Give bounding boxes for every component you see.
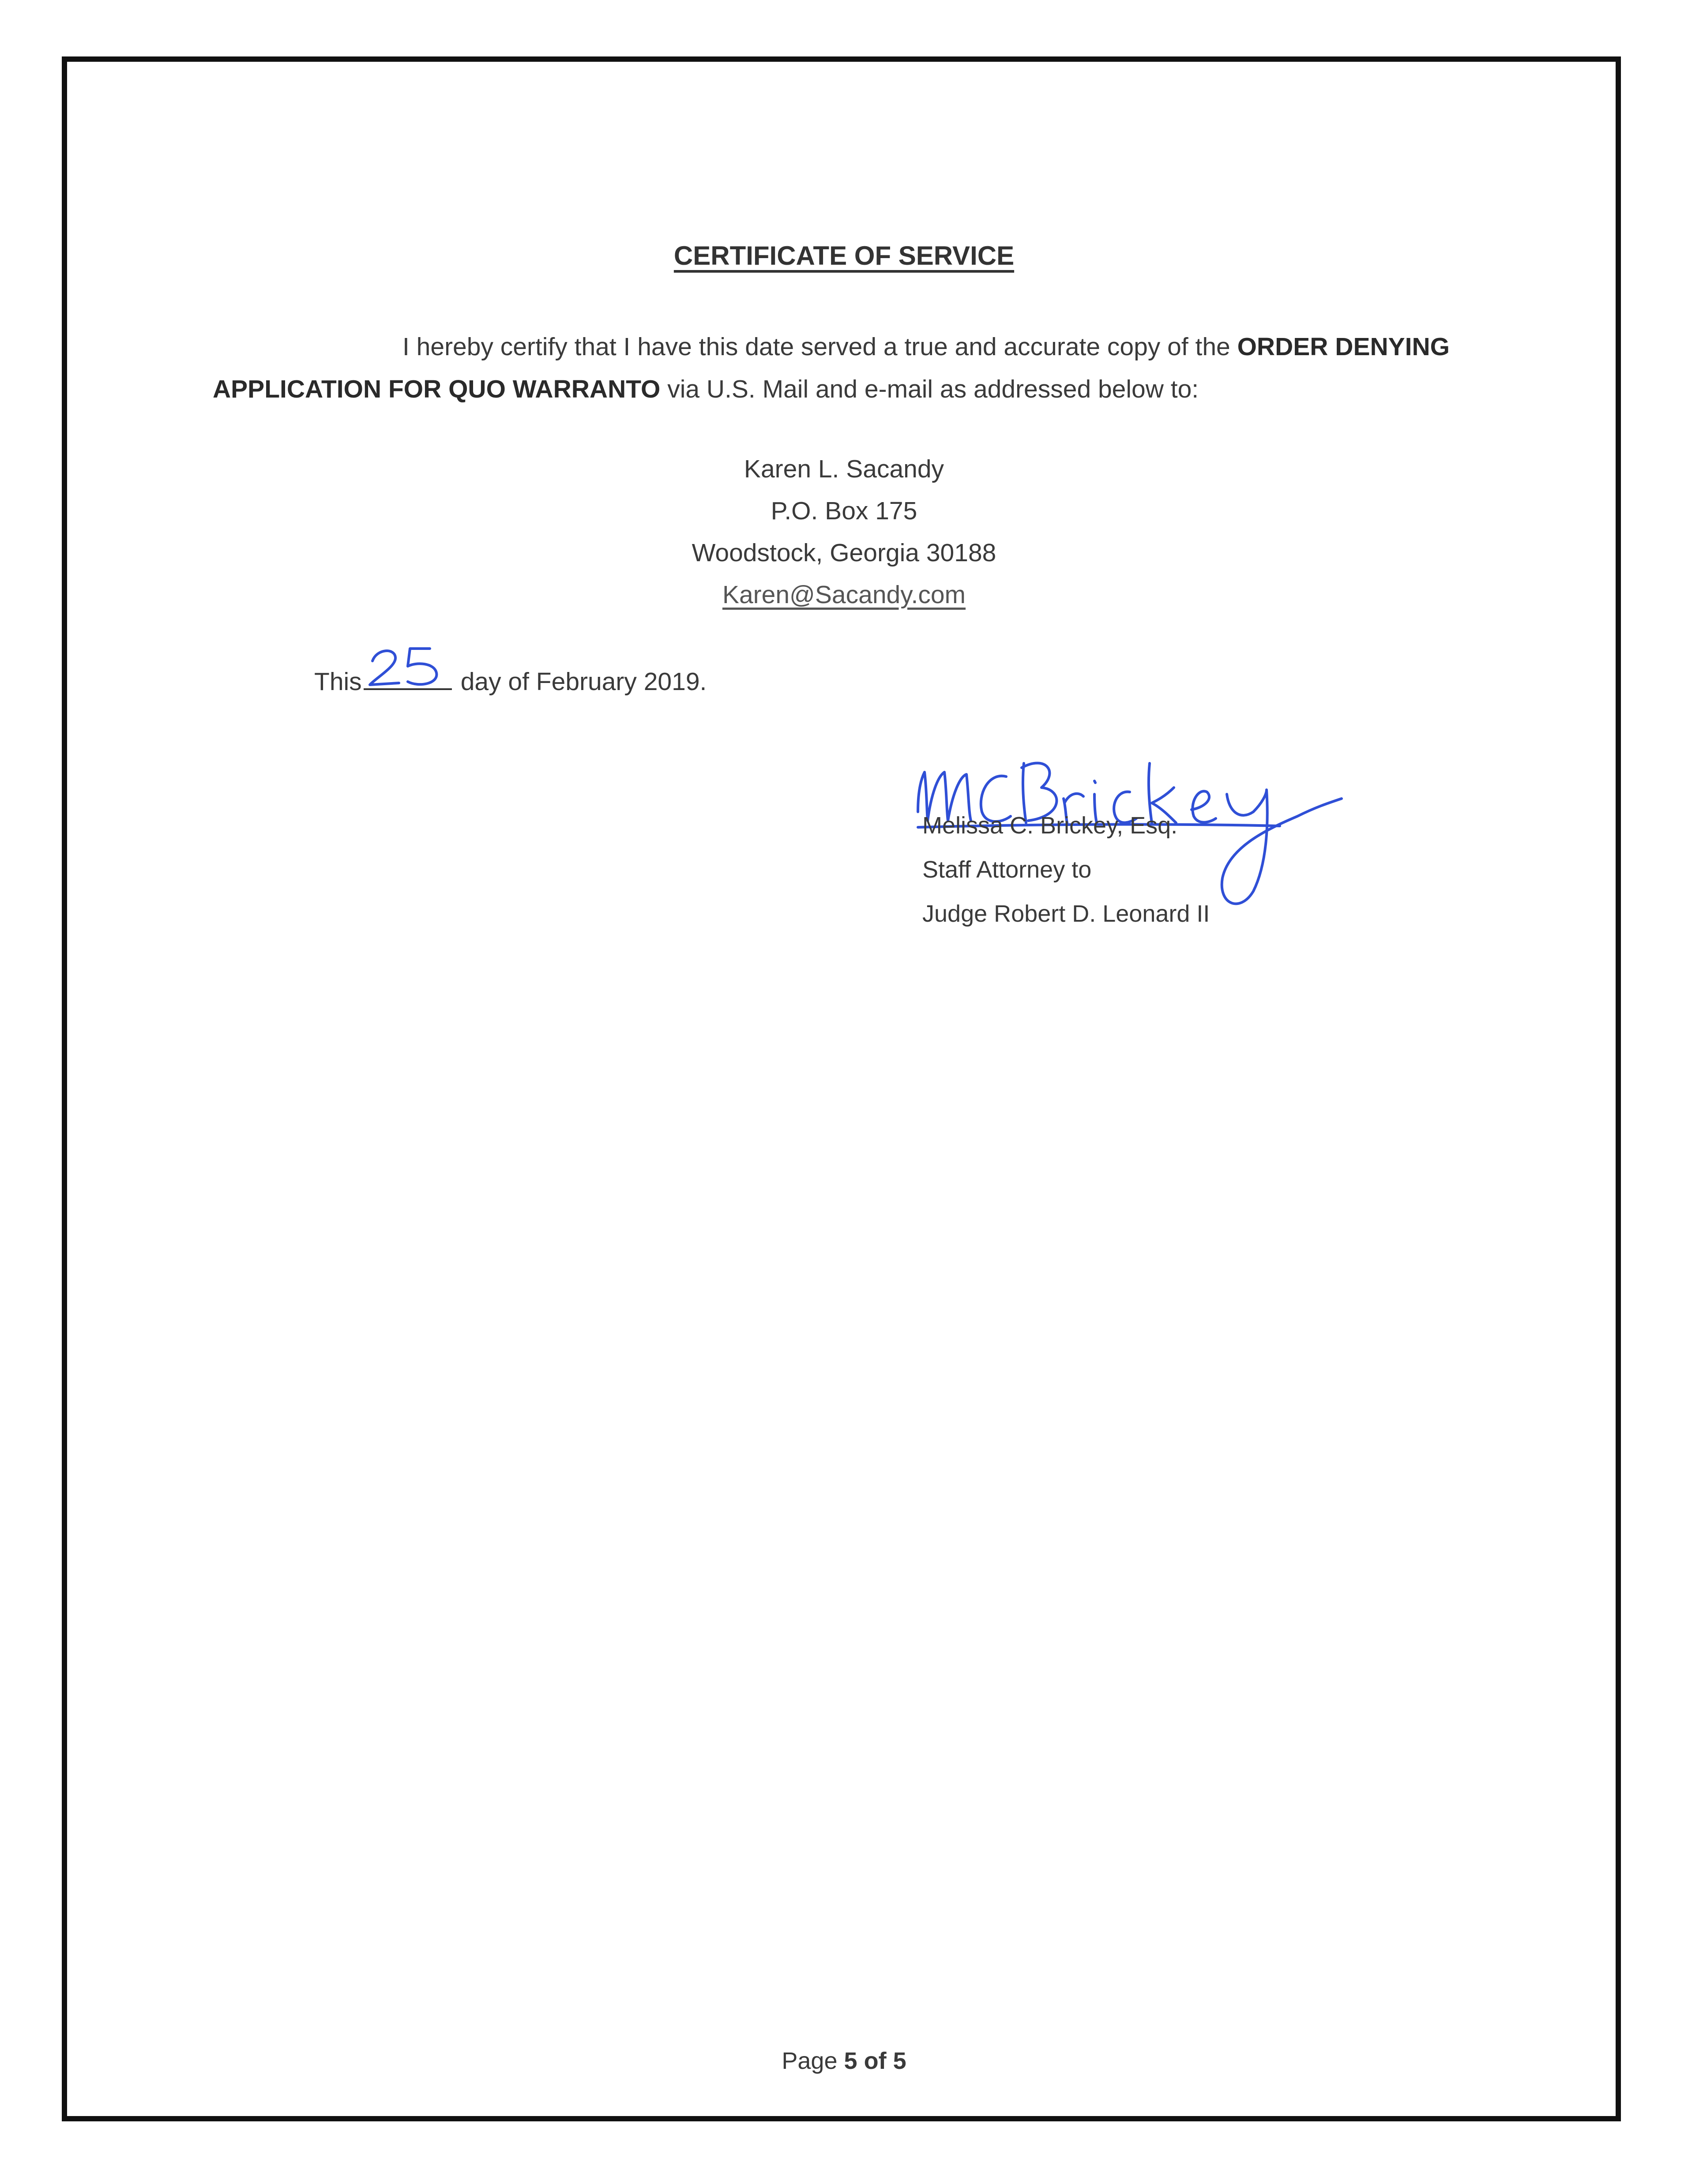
footer-page: 5 (844, 2048, 857, 2074)
body-rest: via U.S. Mail and e-mail as addressed below to: (660, 375, 1199, 403)
recipient-email-line (0, 580, 1688, 609)
recipient-email[interactable]: Karen@Sacandy.com (722, 581, 966, 609)
handwritten-day-ink (364, 635, 452, 693)
signer-title: Staff Attorney to (922, 856, 1092, 883)
recipient-po-box: P.O. Box 175 (771, 497, 917, 525)
footer-prefix: Page (782, 2048, 838, 2074)
footer-of: of (864, 2048, 887, 2074)
page-footer (0, 2047, 1688, 2075)
certificate-title: CERTIFICATE OF SERVICE (673, 241, 1015, 270)
signer-name: Melissa C. Brickey, Esq. (922, 812, 1178, 839)
signer-judge: Judge Robert D. Leonard II (922, 901, 1210, 927)
footer-total: 5 (893, 2048, 906, 2074)
date-prefix: This (314, 668, 362, 696)
date-line (314, 662, 707, 696)
handwritten-day (364, 662, 452, 690)
certificate-body (213, 326, 1484, 410)
date-suffix: day of February 2019. (460, 668, 707, 696)
recipient-city: Woodstock, Georgia 30188 (692, 539, 996, 567)
order-title: ORDER DENYING APPLICATION FOR QUO WARRANTO (213, 333, 1450, 403)
body-intro: I hereby certify that I have this date served a true and accurate copy of the (402, 333, 1230, 361)
recipient-name: Karen L. Sacandy (744, 455, 944, 483)
